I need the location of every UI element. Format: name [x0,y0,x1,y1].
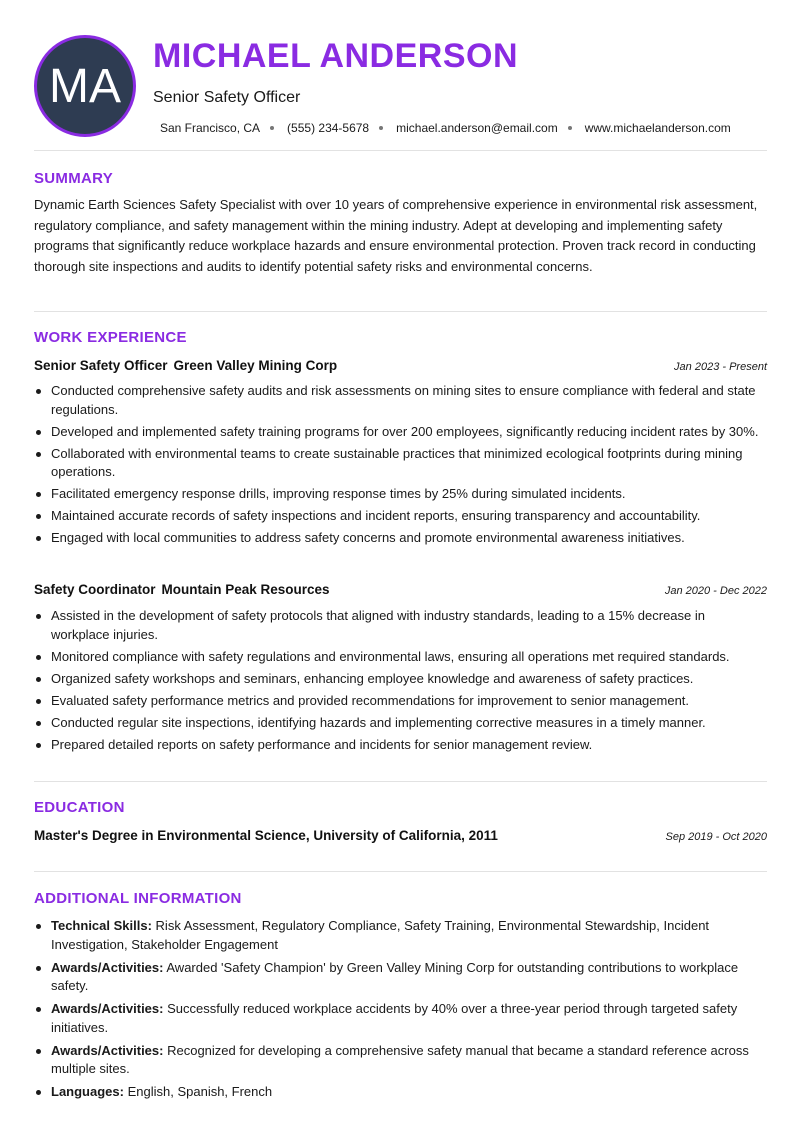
additional-heading: ADDITIONAL INFORMATION [34,890,242,907]
job-dates: Jan 2023 - Present [674,361,767,373]
contact-phone: (555) 234-5678 [287,121,370,135]
list-item [34,959,764,996]
experience-heading: WORK EXPERIENCE [34,329,187,346]
list-item: Developed and implemented safety training programs for over 200 employees, significantly reducing incident rates by 30%. [34,423,764,442]
section-divider [34,150,767,151]
section-divider [34,781,767,782]
job-title: Senior Safety Officer [34,358,168,373]
job-title: Safety Coordinator [34,582,156,597]
list-item: Facilitated emergency response drills, improving response times by 25% during simulated incidents. [34,485,764,504]
avatar-initials: MA [49,59,121,113]
contact-website[interactable]: www.michaelanderson.com [584,121,731,135]
item-text: Awarded 'Safety Champion' by Green Valley Mining Corp for outstanding contributions to workplace safety. [51,959,739,993]
list-item: Monitored compliance with safety regulations and environmental laws, ensuring all operations met required standards. [34,648,764,667]
contact-location: San Francisco, CA [160,121,261,135]
list-item: Prepared detailed reports on safety performance and incidents for senior management review. [34,736,764,755]
item-label: Awards/Activities: [51,959,164,975]
list-item: Collaborated with environmental teams to create sustainable practices that minimized ecological footprints during mining operations. [34,445,764,482]
job-bullets [34,382,764,551]
list-item: Engaged with local communities to address safety concerns and promote environmental awareness initiatives. [34,529,764,548]
list-item: Conducted comprehensive safety audits and risk assessments on mining sites to ensure compliance with federal and state regulations. [34,382,764,419]
item-text: Recognized for developing a comprehensive safety manual that became a standard reference across multiple sites. [51,1042,749,1076]
item-label: Technical Skills: [51,918,152,933]
item-text: English, Spanish, French [127,1084,273,1099]
separator-dot-icon [568,126,572,130]
education-degree: Master's Degree in Environmental Science, University of California, 2011 [34,828,498,843]
separator-dot-icon [379,126,383,130]
list-item: Evaluated safety performance metrics and provided recommendations for improvement to senior management. [34,692,764,711]
item-label: Awards/Activities: [51,1001,164,1016]
job-title-line [34,358,337,373]
contact-line [160,121,731,135]
job-dates: Jan 2020 - Dec 2022 [664,585,767,597]
avatar [34,35,136,137]
summary-text: Dynamic Earth Sciences Safety Specialist with over 10 years of comprehensive experience in environmental risk assessment, regulatory compliance, and safety management within the mining industry. Adept at developing and implementing safety programs that significantly reduce workplace hazards and ensure environmental protection. Proven track record in conducting thorough site inspections and audits to identify potential safety risks and environmental concerns. [34,197,758,274]
list-item: Conducted regular site inspections, identifying hazards and implementing corrective measures in a timely manner. [34,714,764,733]
resume-header [0,0,800,150]
item-label: Awards/Activities: [51,1042,164,1058]
section-divider [34,311,767,312]
candidate-role: Senior Safety Officer [153,89,301,106]
job-company: Mountain Peak Resources [161,582,330,597]
list-item: Organized safety workshops and seminars, enhancing employee knowledge and awareness of safety practices. [34,670,764,689]
list-item [34,1042,764,1079]
list-item [34,917,764,954]
list-item: Assisted in the development of safety protocols that aligned with industry standards, leading to a 15% decrease in workplace injuries. [34,607,764,644]
additional-list [34,917,764,1106]
job-title-line [34,582,330,597]
contact-email[interactable]: michael.anderson@email.com [396,121,558,135]
job-bullets [34,607,764,758]
section-divider [34,871,767,872]
item-text: Risk Assessment, Regulatory Compliance, Safety Training, Environmental Stewardship, Incident Investigation, Stakeholder Engagement [51,918,710,952]
education-dates: Sep 2019 - Oct 2020 [665,831,767,843]
list-item: Maintained accurate records of safety inspections and incident reports, ensuring transparency and accountability. [34,507,764,526]
item-text: Successfully reduced workplace accidents by 40% over a three-year period through targeted safety initiatives. [51,1001,738,1035]
summary-heading: SUMMARY [34,170,114,187]
education-entry [34,828,767,843]
candidate-name: MICHAEL ANDERSON [153,37,519,75]
job-header [34,582,767,597]
separator-dot-icon [270,126,274,130]
education-heading: EDUCATION [34,799,125,816]
list-item [34,1083,764,1102]
job-company: Green Valley Mining Corp [173,358,338,373]
job-header [34,358,767,373]
item-label: Languages: [51,1084,124,1099]
list-item [34,1000,764,1037]
